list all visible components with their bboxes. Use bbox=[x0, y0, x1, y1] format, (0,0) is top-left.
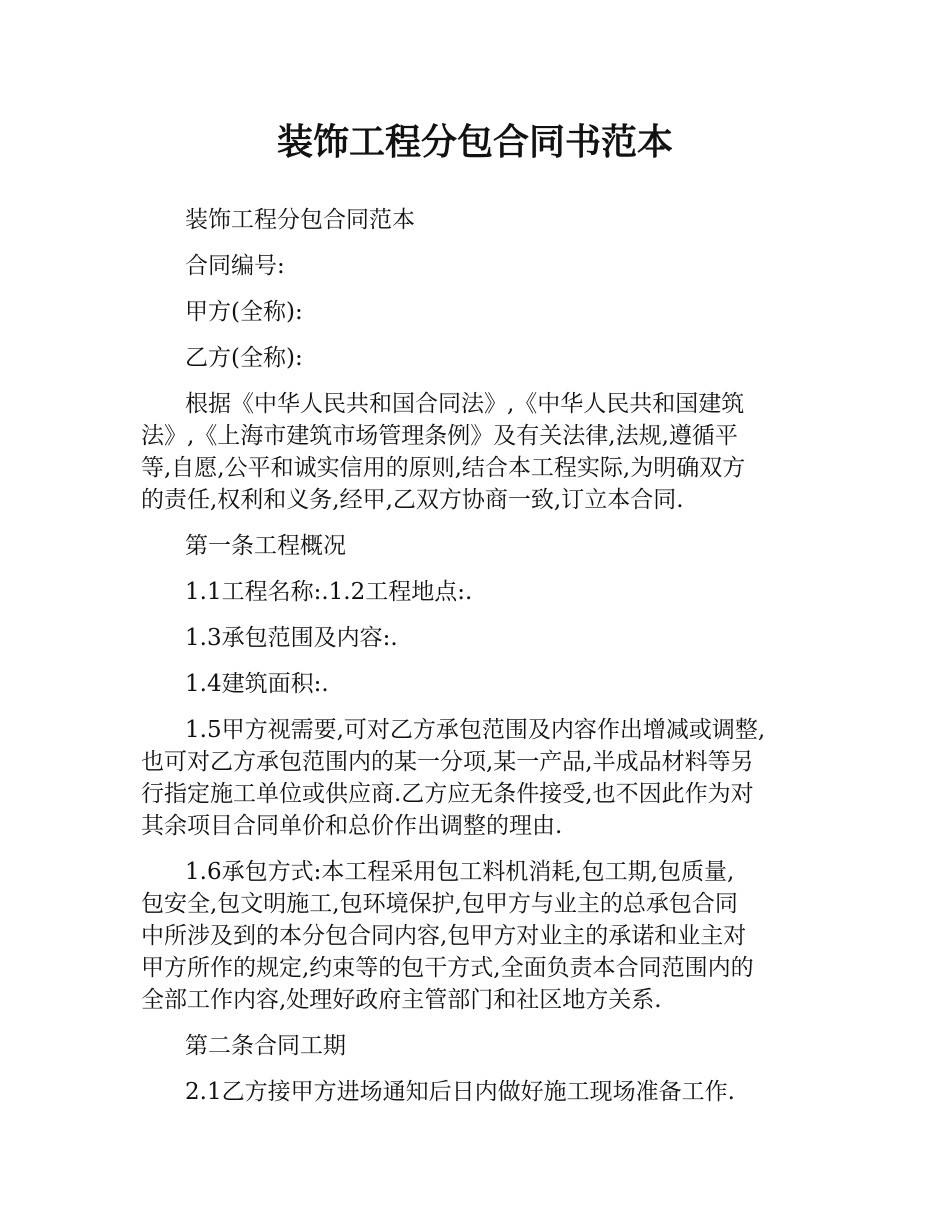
paragraph-line: 2.1乙方接甲方进场通知后日内做好施工现场准备工作. bbox=[185, 1079, 735, 1105]
paragraph bbox=[141, 250, 831, 282]
paragraph-line: 1.5甲方视需要,可对乙方承包范围及内容作出增减或调整, bbox=[185, 717, 766, 743]
paragraph-line: 中所涉及到的本分包合同内容,包甲方对业主的承诺和业主对 bbox=[141, 923, 747, 949]
paragraph-line: 第一条工程概况 bbox=[185, 533, 346, 559]
paragraph-line: 乙方(全称): bbox=[185, 345, 303, 371]
paragraph bbox=[141, 296, 831, 328]
paragraph bbox=[141, 1076, 831, 1108]
document-title: 装饰工程分包合同书范本 bbox=[276, 122, 673, 163]
document-body bbox=[141, 204, 831, 1122]
paragraph-line: 合同编号: bbox=[185, 253, 285, 279]
paragraph-line: 其余项目合同单价和总价作出调整的理由. bbox=[141, 813, 563, 839]
paragraph-line: 法》,《上海市建筑市场管理条例》及有关法律,法规,遵循平 bbox=[141, 423, 738, 449]
paragraph bbox=[141, 668, 831, 700]
paragraph-line: 行指定施工单位或供应商.乙方应无条件接受,也不因此作为对 bbox=[141, 781, 754, 807]
paragraph-line: 甲方所作的规定,约束等的包干方式,全面负责本合同范围内的 bbox=[141, 955, 754, 981]
paragraph-line: 第二条合同工期 bbox=[185, 1033, 346, 1059]
paragraph-line: 等,自愿,公平和诚实信用的原则,结合本工程实际,为明确双方 bbox=[141, 455, 746, 481]
paragraph-line: 根据《中华人民共和国合同法》,《中华人民共和国建筑 bbox=[185, 391, 745, 417]
paragraph-line: 装饰工程分包合同范本 bbox=[185, 207, 415, 233]
paragraph-line: 的责任,权利和义务,经甲,乙双方协商一致,订立本合同. bbox=[141, 487, 684, 513]
paragraph bbox=[141, 388, 831, 516]
paragraph-line: 全部工作内容,处理好政府主管部门和社区地方关系. bbox=[141, 987, 662, 1013]
paragraph-line: 1.6承包方式:本工程采用包工料机消耗,包工期,包质量, bbox=[185, 859, 735, 885]
paragraph-line: 也可对乙方承包范围内的某一分项,某一产品,半成品材料等另 bbox=[141, 749, 754, 775]
paragraph bbox=[141, 204, 831, 236]
paragraph bbox=[141, 714, 831, 842]
paragraph-line: 1.1工程名称:.1.2工程地点:. bbox=[185, 579, 473, 605]
paragraph bbox=[141, 856, 831, 1016]
paragraph-line: 1.4建筑面积:. bbox=[185, 671, 329, 697]
paragraph bbox=[141, 1030, 831, 1062]
paragraph-line: 包安全,包文明施工,包环境保护,包甲方与业主的总承包合同 bbox=[141, 891, 738, 917]
paragraph bbox=[141, 622, 831, 654]
paragraph bbox=[141, 530, 831, 562]
paragraph bbox=[141, 576, 831, 608]
paragraph-line: 甲方(全称): bbox=[185, 299, 303, 325]
paragraph bbox=[141, 342, 831, 374]
paragraph-line: 1.3承包范围及内容:. bbox=[185, 625, 398, 651]
